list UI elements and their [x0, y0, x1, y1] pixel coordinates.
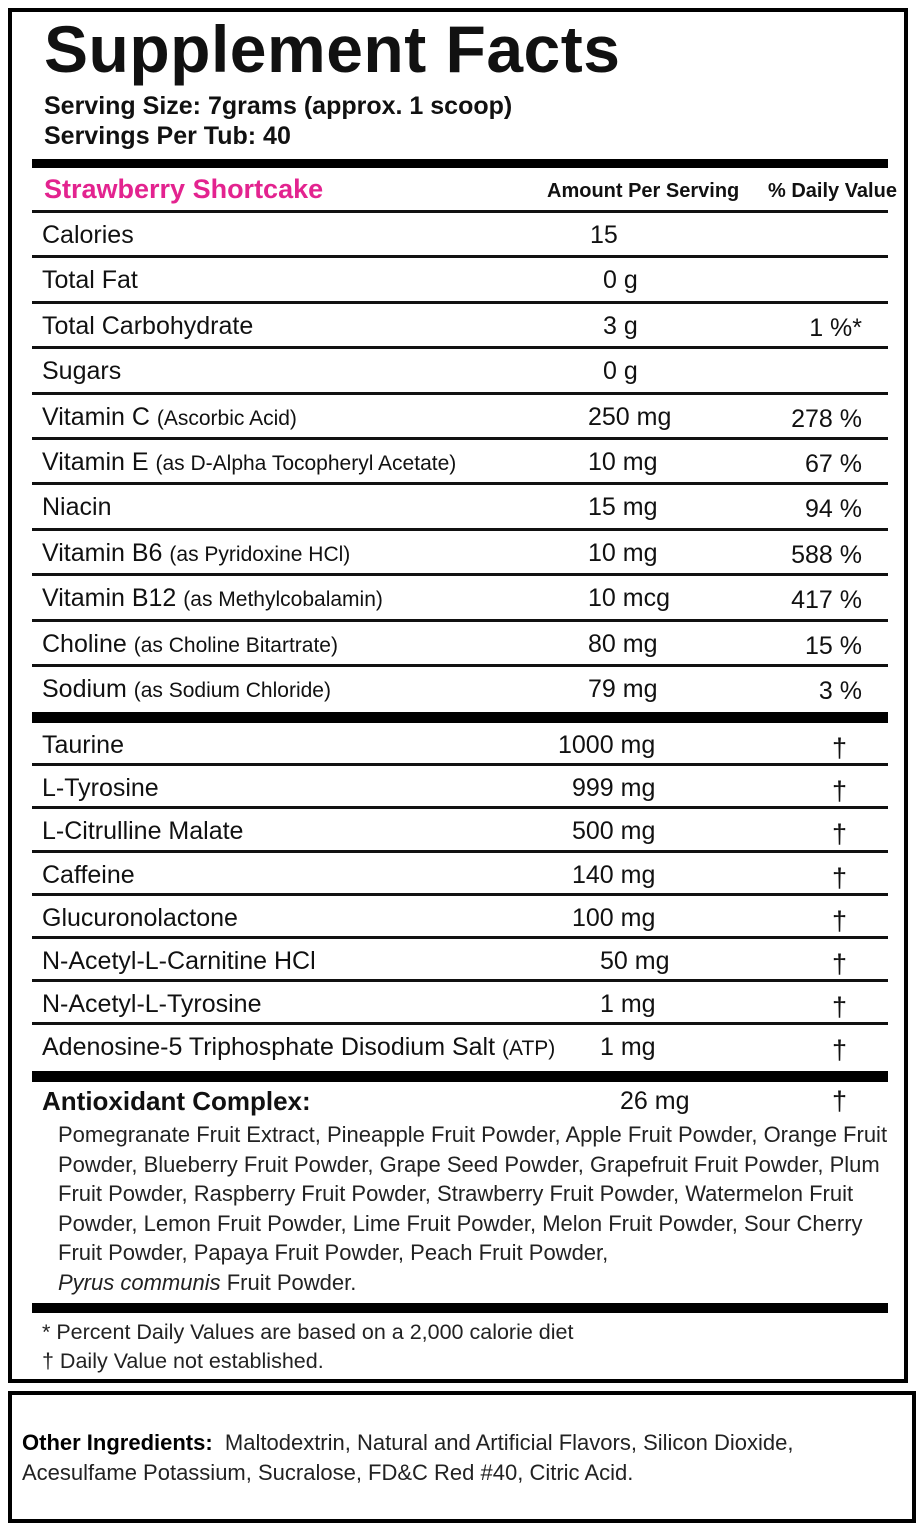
daily-value-dagger: † — [832, 1035, 848, 1066]
column-header-amount: Amount Per Serving — [547, 180, 740, 202]
nutrient-name-text: N-Acetyl-L-Carnitine HCl — [42, 947, 316, 975]
nutrient-name-text: Adenosine-5 Triphosphate Disodium Salt — [42, 1033, 496, 1062]
antioxidant-ingredient-rest: Fruit Powder. — [220, 1269, 357, 1295]
nutrient-name — [42, 222, 134, 250]
amount-per-serving: 0 g — [603, 357, 638, 386]
thick-divider — [32, 159, 888, 168]
divider — [32, 664, 888, 667]
amount-per-serving: 80 mg — [588, 629, 658, 658]
thick-divider — [32, 1303, 888, 1313]
table-row — [32, 897, 888, 937]
servings-label: Servings Per Tub: — [44, 122, 257, 150]
flavor-name: Strawberry Shortcake — [44, 174, 324, 204]
divider — [32, 619, 888, 622]
nutrient-name — [42, 313, 253, 341]
thick-divider — [32, 712, 888, 723]
nutrient-name-text: Glucuronolactone — [42, 903, 238, 932]
servings-per-tub — [44, 124, 291, 149]
thick-divider — [32, 1071, 888, 1082]
daily-value: 3 % — [818, 677, 862, 705]
divider — [32, 255, 888, 258]
table-row — [32, 623, 888, 663]
nutrient-name-text: Total Carbohydrate — [42, 311, 254, 340]
amount-per-serving: 15 — [590, 221, 618, 249]
nutrient-source: (as Pyridoxine HCl) — [169, 542, 351, 566]
daily-value-dagger: † — [832, 992, 848, 1023]
nutrient-name — [42, 818, 243, 846]
divider — [32, 482, 888, 485]
nutrient-name — [42, 1034, 555, 1062]
nutrient-name — [42, 449, 456, 477]
nutrient-name-text: Niacin — [42, 493, 112, 522]
nutrient-name-text: Vitamin B6 — [42, 538, 163, 567]
nutrient-name — [42, 862, 135, 890]
page-title: Supplement Facts — [44, 12, 621, 86]
nutrient-name — [42, 948, 316, 976]
amount-per-serving: 250 mg — [588, 402, 672, 431]
antioxidant-ingredient-list — [58, 1120, 888, 1298]
amount-per-serving: 15 mg — [588, 493, 658, 522]
table-row — [32, 214, 888, 254]
divider — [32, 763, 888, 766]
divider — [32, 893, 888, 896]
daily-value: 588 % — [791, 540, 862, 569]
amount-per-serving: 140 mg — [572, 860, 656, 889]
nutrient-name — [42, 676, 331, 704]
daily-value-dagger: † — [832, 819, 848, 850]
amount-per-serving: 100 mg — [572, 903, 656, 932]
amount-per-serving: 1 mg — [600, 990, 656, 1019]
table-row — [32, 396, 888, 436]
amount-per-serving: 1 mg — [600, 1033, 656, 1062]
nutrient-name — [42, 585, 383, 613]
divider — [32, 301, 888, 304]
daily-value: 417 % — [791, 586, 862, 615]
amount-per-serving: 10 mg — [588, 538, 658, 567]
serving-size — [44, 94, 512, 119]
divider — [32, 850, 888, 853]
divider — [32, 573, 888, 576]
nutrient-name-text: N-Acetyl-L-Tyrosine — [42, 990, 262, 1019]
nutrient-name — [42, 775, 159, 803]
nutrient-source: (as Methylcobalamin) — [183, 588, 383, 612]
nutrient-name — [42, 358, 121, 386]
nutrient-name — [42, 494, 111, 522]
nutrient-name — [42, 631, 338, 659]
nutrient-name-text: Calories — [42, 221, 134, 249]
daily-value-dagger: † — [832, 862, 848, 893]
daily-value-dagger: † — [832, 733, 848, 763]
other-ingredients-label: Other Ingredients: — [22, 1430, 213, 1455]
nutrient-name-text: Sugars — [42, 357, 122, 386]
amount-per-serving: 999 mg — [572, 774, 656, 803]
divider — [32, 979, 888, 982]
divider — [32, 806, 888, 809]
antioxidant-complex-label: Antioxidant Complex: — [42, 1086, 311, 1116]
divider — [32, 528, 888, 531]
nutrient-name-text: L-Citrulline Malate — [42, 817, 244, 846]
nutrient-source: (Ascorbic Acid) — [156, 406, 297, 430]
nutrient-name-text: Taurine — [42, 731, 124, 759]
nutrient-name-text: Choline — [42, 629, 127, 658]
daily-value: 278 % — [791, 404, 862, 433]
divider — [32, 392, 888, 395]
column-header-daily-value: % Daily Value — [768, 180, 897, 202]
nutrient-name-text: Total Fat — [42, 266, 138, 295]
nutrient-name — [42, 267, 138, 295]
divider — [32, 1022, 888, 1025]
table-row — [32, 441, 888, 481]
antioxidant-complex-dagger: † — [832, 1086, 848, 1116]
amount-per-serving: 0 g — [603, 266, 638, 295]
amount-per-serving: 50 mg — [600, 947, 670, 975]
nutrient-name-text: Vitamin C — [42, 402, 150, 431]
nutrient-source: (as D-Alpha Tocopheryl Acetate) — [155, 452, 457, 475]
nutrient-source: (as Choline Bitartrate) — [133, 633, 338, 657]
nutrient-name — [42, 404, 297, 432]
divider — [32, 210, 888, 213]
table-row — [32, 724, 888, 764]
table-row — [32, 810, 888, 850]
table-row — [32, 532, 888, 572]
nutrient-name-text: Vitamin E — [42, 448, 149, 476]
divider — [32, 346, 888, 349]
serving-size-value: 7grams (approx. 1 scoop) — [207, 92, 513, 120]
daily-value: 67 % — [805, 450, 862, 478]
nutrient-name-text: L-Tyrosine — [42, 774, 159, 803]
daily-value: 15 % — [805, 631, 862, 660]
nutrient-name — [42, 991, 262, 1019]
nutrient-name-text: Vitamin B12 — [42, 584, 177, 613]
table-row — [32, 486, 888, 526]
table-row — [32, 983, 888, 1023]
daily-value-dagger: † — [832, 905, 848, 936]
table-row — [32, 767, 888, 807]
nutrient-name-text: Caffeine — [42, 860, 135, 889]
daily-value: 1 %* — [809, 313, 862, 342]
table-row — [32, 854, 888, 894]
amount-per-serving: 3 g — [603, 311, 638, 340]
antioxidant-ingredients: Pomegranate Fruit Extract, Pineapple Fruit Powder, Apple Fruit Powder, Orange Fruit Powder, Blueberry Fruit Powder, Grape Seed Powder, Grapefruit Fruit Powder, Plum Fruit Powder, Raspberry Fruit Powder, Strawberry Fruit Powder, Watermelon Fruit Powder, Lemon Fruit Powder, Lime Fruit Powder, Melon Fruit Powder, Sour Cherry Fruit Powder, Papaya Fruit Powder, Peach Fruit Powder, — [58, 1122, 888, 1266]
other-ingredients-text: Maltodextrin, Natural and Artificial Flavors, Silicon Dioxide, Acesulfame Potassium, Sucralose, FD&C Red #40, Citric Acid. — [22, 1430, 794, 1485]
servings-value: 40 — [263, 122, 291, 150]
table-row — [32, 259, 888, 299]
other-ingredients — [22, 1428, 902, 1488]
amount-per-serving: 1000 mg — [558, 731, 656, 759]
nutrient-name — [42, 540, 350, 568]
table-row — [32, 305, 888, 345]
footnote-dagger: † Daily Value not established. — [42, 1349, 324, 1373]
table-row — [32, 350, 888, 390]
nutrient-name — [42, 905, 238, 933]
table-row — [32, 1026, 888, 1066]
table-row — [32, 668, 888, 708]
antioxidant-complex-amount: 26 mg — [620, 1087, 690, 1115]
divider — [32, 437, 888, 440]
daily-value: 94 % — [805, 495, 862, 524]
amount-per-serving: 10 mcg — [588, 584, 670, 613]
daily-value-dagger: † — [832, 776, 848, 807]
nutrient-name — [42, 732, 124, 760]
divider — [32, 936, 888, 939]
antioxidant-italic-ingredient: Pyrus communis — [58, 1269, 221, 1295]
nutrient-source: (as Sodium Chloride) — [133, 679, 331, 702]
nutrient-name-text: Sodium — [42, 675, 127, 703]
footnote-percent-dv: * Percent Daily Values are based on a 2,000 calorie diet — [42, 1320, 574, 1344]
table-row — [32, 577, 888, 617]
daily-value-dagger: † — [832, 949, 848, 979]
serving-size-label: Serving Size: — [44, 92, 201, 120]
table-row — [32, 940, 888, 980]
amount-per-serving: 500 mg — [572, 817, 656, 846]
amount-per-serving: 10 mg — [588, 448, 658, 476]
amount-per-serving: 79 mg — [588, 675, 658, 703]
nutrient-source: (ATP) — [502, 1037, 556, 1061]
